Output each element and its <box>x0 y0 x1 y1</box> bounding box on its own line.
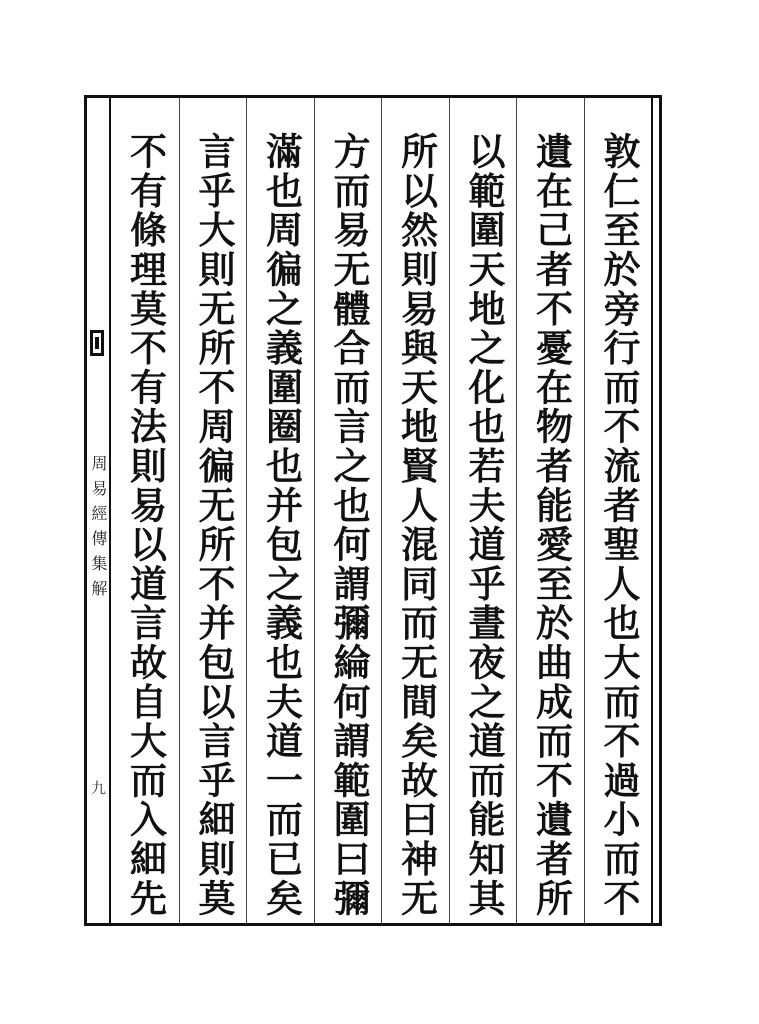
column-text: 以範圍天地之化也若夫道乎晝夜之道而能知其 <box>462 132 506 918</box>
fishtail-mark-icon <box>90 330 104 356</box>
column-text: 所以然則易與天地賢人混同而无間矣故曰神无 <box>394 132 439 918</box>
column-text: 不有條理莫不有法則易以道言故自大而入細先 <box>123 132 168 918</box>
text-column-1 <box>584 98 652 923</box>
page-frame <box>84 95 662 926</box>
margin-strip <box>87 98 111 923</box>
column-text: 滿也周徧之義圍圈也并包之義也夫道一而已矣 <box>259 132 304 918</box>
column-text: 敦仁至於旁行而不流者聖人也大而不過小而不 <box>597 132 641 918</box>
text-column-4 <box>381 98 449 923</box>
page-number: 九 <box>89 780 107 795</box>
column-text: 言乎大則无所不周徧无所不并包以言乎細則莫 <box>192 132 236 918</box>
text-column-7 <box>179 98 247 923</box>
text-columns <box>111 98 653 923</box>
text-column-6 <box>246 98 314 923</box>
column-text: 遺在己者不憂在物者能愛至於曲成而不遺者所 <box>529 132 574 918</box>
text-column-5 <box>314 98 382 923</box>
margin-book-title: 周易經傳集解 <box>89 455 108 605</box>
text-column-3 <box>449 98 517 923</box>
column-text: 方而易无體合而言之也何謂彌綸何謂範圍曰彌 <box>327 132 371 918</box>
text-column-8 <box>111 98 179 923</box>
text-column-2 <box>516 98 584 923</box>
